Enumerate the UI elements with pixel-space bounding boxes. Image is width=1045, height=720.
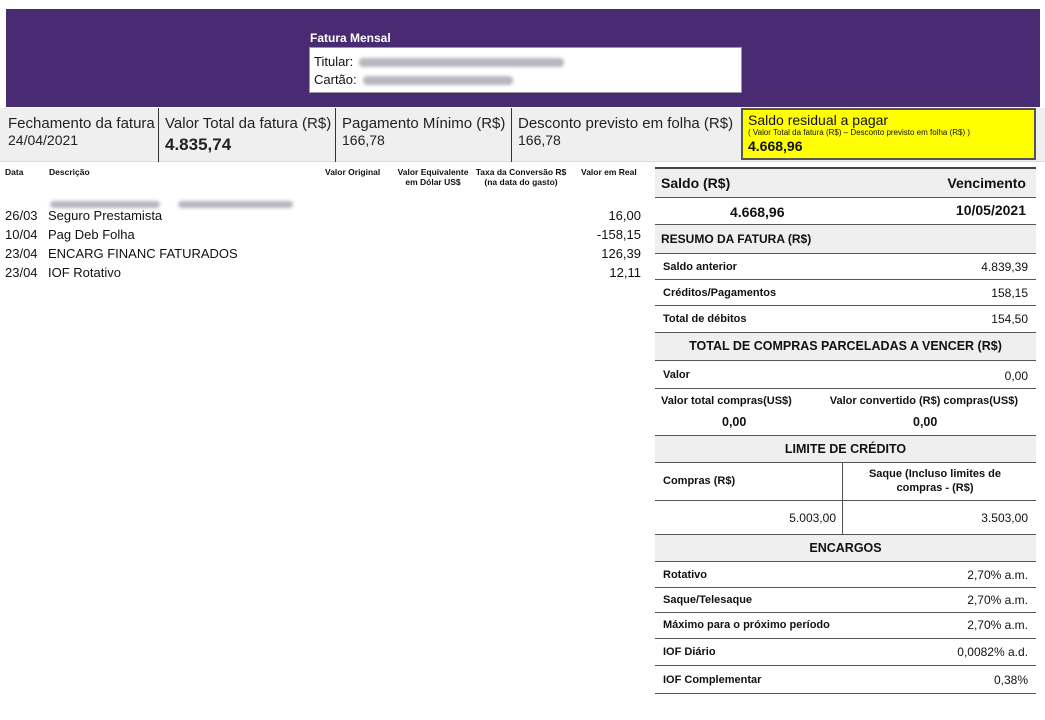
tx-date: 26/03 bbox=[5, 208, 38, 223]
tx-description: Pag Deb Folha bbox=[48, 227, 135, 242]
due-date-label: Vencimento bbox=[947, 175, 1026, 191]
holder-name-redacted bbox=[359, 58, 564, 67]
tx-date: 23/04 bbox=[5, 246, 38, 261]
withdraw-limit-value: 3.503,00 bbox=[981, 511, 1028, 525]
limit-divider bbox=[842, 501, 843, 534]
resumo-title-row bbox=[655, 225, 1036, 254]
tx-amount: 12,11 bbox=[609, 265, 641, 280]
tx-amount: 16,00 bbox=[608, 208, 641, 223]
withdraw-limit-label: Saque (Incluso limites de compras - (R$) bbox=[868, 468, 1002, 494]
holder-label: Titular: bbox=[314, 54, 354, 69]
tx-description: Seguro Prestamista bbox=[48, 208, 163, 223]
table-row bbox=[5, 225, 641, 244]
table-row bbox=[5, 244, 641, 263]
charge-value: 2,70% a.m. bbox=[967, 568, 1028, 582]
charge-label: Rotativo bbox=[663, 569, 707, 581]
charge-row bbox=[655, 588, 1036, 613]
resumo-title: RESUMO DA FATURA (R$) bbox=[661, 232, 812, 246]
holder-info-box bbox=[309, 47, 742, 93]
limit-divider bbox=[842, 463, 843, 500]
min-payment-cell bbox=[337, 108, 512, 162]
charge-label: Máximo para o próximo período bbox=[663, 619, 830, 631]
charge-value: 2,70% a.m. bbox=[967, 593, 1028, 607]
total-cell bbox=[160, 108, 336, 162]
charge-value: 0,0082% a.d. bbox=[957, 645, 1028, 659]
installments-value: 0,00 bbox=[1004, 369, 1028, 383]
residual-balance-box bbox=[741, 108, 1036, 160]
tx-date: 10/04 bbox=[5, 227, 38, 242]
credits-label: Créditos/Pagamentos bbox=[663, 287, 777, 299]
debits-row bbox=[655, 306, 1036, 333]
installments-value-label: Valor bbox=[663, 369, 690, 381]
total-label: Valor Total da fatura (R$) bbox=[165, 115, 332, 132]
credits-row bbox=[655, 280, 1036, 306]
charge-row bbox=[655, 639, 1036, 666]
balance-value: 4.668,96 bbox=[730, 204, 785, 220]
debits-value: 154,50 bbox=[991, 312, 1028, 326]
installments-title-row bbox=[655, 333, 1036, 361]
charges-title: ENCARGOS bbox=[809, 541, 882, 555]
installments-title: TOTAL DE COMPRAS PARCELADAS A VENCER (R$) bbox=[689, 339, 1002, 353]
debits-label: Total de débitos bbox=[663, 313, 747, 325]
header-title: Fatura Mensal bbox=[310, 31, 391, 45]
charge-label: Saque/Telesaque bbox=[663, 594, 753, 606]
limit-header-row bbox=[655, 463, 1036, 501]
invoice-summary-panel bbox=[655, 167, 1036, 694]
col-rate-header: Taxa da Conversão R$ (na data do gasto) bbox=[475, 167, 567, 187]
converted-label: Valor convertido (R$) compras(US$) bbox=[829, 395, 1018, 407]
purchases-limit-label: Compras (R$) bbox=[663, 475, 736, 487]
discount-value: 166,78 bbox=[518, 132, 561, 148]
charge-row bbox=[655, 666, 1036, 694]
card-number-redacted bbox=[363, 76, 513, 85]
closing-label: Fechamento da fatura bbox=[8, 115, 155, 132]
col-usd-header: Valor Equivalente em Dólar US$ bbox=[397, 167, 469, 187]
col-date-header: Data bbox=[5, 167, 24, 177]
tx-amount: 126,39 bbox=[601, 246, 641, 261]
col-original-header: Valor Original bbox=[325, 167, 381, 177]
min-payment-value: 166,78 bbox=[342, 132, 385, 148]
residual-note: ( Valor Total da fatura (R$) – Desconto previsto em folha (R$) ) bbox=[748, 128, 971, 137]
tx-date: 23/04 bbox=[5, 265, 38, 280]
converted-value: 0,00 bbox=[913, 415, 938, 429]
charge-label: IOF Diário bbox=[663, 646, 716, 658]
card-label: Cartão: bbox=[314, 72, 357, 87]
prev-balance-label: Saldo anterior bbox=[663, 261, 737, 273]
charges-title-row bbox=[655, 535, 1036, 562]
closing-cell bbox=[3, 108, 159, 162]
due-date-value: 10/05/2021 bbox=[955, 202, 1026, 218]
installments-value-row bbox=[655, 361, 1036, 389]
credits-value: 158,15 bbox=[991, 286, 1028, 300]
balance-header-row bbox=[655, 167, 1036, 198]
residual-value: 4.668,96 bbox=[748, 138, 803, 154]
col-desc-header: Descrição bbox=[49, 167, 90, 177]
invoice-header bbox=[6, 9, 1040, 107]
tx-description: IOF Rotativo bbox=[48, 265, 121, 280]
prev-balance-row bbox=[655, 254, 1036, 280]
balance-value-row bbox=[655, 198, 1036, 225]
usd-purchases-value-row bbox=[655, 411, 1036, 436]
discount-cell bbox=[513, 108, 741, 162]
limit-title-row bbox=[655, 436, 1036, 463]
charge-label: IOF Complementar bbox=[663, 674, 762, 686]
min-payment-label: Pagamento Mínimo (R$) bbox=[342, 115, 506, 132]
prev-balance-value: 4.839,39 bbox=[981, 260, 1028, 274]
charge-value: 2,70% a.m. bbox=[967, 618, 1028, 632]
closing-value: 24/04/2021 bbox=[8, 132, 79, 148]
balance-label: Saldo (R$) bbox=[661, 175, 731, 191]
tx-amount: -158,15 bbox=[596, 227, 641, 242]
charge-row bbox=[655, 613, 1036, 639]
usd-purchases-header-row bbox=[655, 389, 1036, 411]
discount-label: Desconto previsto em folha (R$) bbox=[518, 115, 734, 132]
total-value: 4.835,74 bbox=[165, 135, 232, 154]
usd-total-value: 0,00 bbox=[722, 415, 747, 429]
table-row bbox=[5, 263, 641, 282]
limit-value-row bbox=[655, 501, 1036, 535]
tx-description: ENCARG FINANC FATURADOS bbox=[48, 246, 238, 261]
table-row bbox=[5, 206, 641, 225]
charge-row bbox=[655, 562, 1036, 588]
residual-label: Saldo residual a pagar bbox=[748, 112, 889, 128]
col-brl-header: Valor em Real bbox=[581, 167, 637, 177]
usd-total-label: Valor total compras(US$) bbox=[661, 395, 792, 407]
purchases-limit-value: 5.003,00 bbox=[789, 511, 836, 525]
charge-value: 0,38% bbox=[993, 673, 1028, 687]
limit-title: LIMITE DE CRÉDITO bbox=[784, 442, 907, 456]
